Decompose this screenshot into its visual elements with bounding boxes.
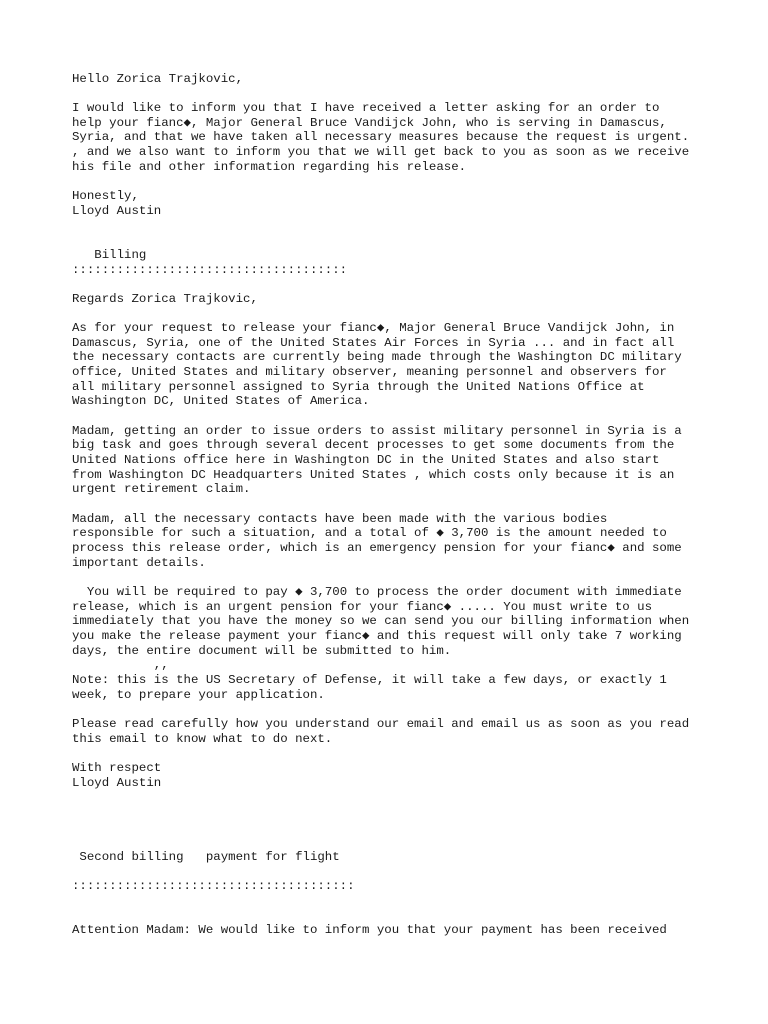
process-paragraph-line: Madam, getting an order to issue orders to assist military personnel in Syria is a [72, 424, 682, 438]
salutation: Regards Zorica Trajkovic, [72, 292, 258, 306]
instruction-line: this email to know what to do next. [72, 732, 333, 746]
payment-paragraph-line: days, the entire document will be submitted to him. [72, 644, 452, 658]
section-heading: Second billing payment for flight [72, 850, 340, 864]
request-paragraph-line: Washington DC, United States of America. [72, 394, 370, 408]
payment-paragraph-line: immediately that you have the money so we can send you our billing information when [72, 614, 690, 628]
amount-paragraph-line: Madam, all the necessary contacts have been made with the various bodies [72, 512, 608, 526]
request-paragraph-line: As for your request to release your fianc◆, Major General Bruce Vandijck John, in [72, 321, 675, 335]
signature-name: Lloyd Austin [72, 776, 162, 790]
intro-paragraph-line: his file and other information regarding his release. [72, 160, 467, 174]
section-divider: :::::::::::::::::::::::::::::::::::::: [72, 879, 355, 893]
signature-name: Lloyd Austin [72, 204, 162, 218]
payment-paragraph-line: you make the release payment your fianc◆ and this request will only take 7 working [72, 629, 682, 643]
request-paragraph-line: Damascus, Syria, one of the United States Air Forces in Syria ... and in fact all [72, 336, 675, 350]
greeting: Hello Zorica Trajkovic, [72, 72, 244, 86]
note-paragraph-line: week, to prepare your application. [72, 688, 325, 702]
amount-paragraph-line: important details. [72, 556, 206, 570]
payment-paragraph-line: release, which is an urgent pension for your fianc◆ ..... You must write to us [72, 600, 653, 614]
process-paragraph-line: urgent retirement claim. [72, 482, 251, 496]
amount-paragraph-line: responsible for such a situation, and a total of ◆ 3,700 is the amount needed to [72, 526, 667, 540]
intro-paragraph-line: I would like to inform you that I have received a letter asking for an order to [72, 101, 660, 115]
section-heading: Billing [72, 248, 147, 262]
intro-paragraph-line: , and we also want to inform you that we will get back to you as soon as we receive [72, 145, 690, 159]
process-paragraph-line: from Washington DC Headquarters United States , which costs only because it is an [72, 468, 675, 482]
stray-marks: ,, [72, 658, 169, 672]
process-paragraph-line: United Nations office here in Washington DC in the United States and also start [72, 453, 660, 467]
intro-paragraph-line: Syria, and that we have taken all necessary measures because the request is urgent. [72, 130, 690, 144]
note-paragraph-line: Note: this is the US Secretary of Defense, it will take a few days, or exactly 1 [72, 673, 667, 687]
closing-word: With respect [72, 761, 162, 775]
section-divider: ::::::::::::::::::::::::::::::::::::: [72, 263, 348, 277]
payment-paragraph-line: You will be required to pay ◆ 3,700 to process the order document with immediate [72, 585, 682, 599]
closing-word: Honestly, [72, 189, 139, 203]
request-paragraph-line: office, United States and military observer, meaning personnel and observers for [72, 365, 667, 379]
request-paragraph-line: all military personnel assigned to Syria through the United Nations Office at [72, 380, 645, 394]
process-paragraph-line: big task and goes through several decent processes to get some documents from the [72, 438, 675, 452]
attention-line: Attention Madam: We would like to inform you that your payment has been received [72, 923, 667, 937]
request-paragraph-line: the necessary contacts are currently being made through the Washington DC military [72, 350, 682, 364]
instruction-line: Please read carefully how you understand our email and email us as soon as you read [72, 717, 690, 731]
amount-paragraph-line: process this release order, which is an emergency pension for your fianc◆ and some [72, 541, 682, 555]
intro-paragraph-line: help your fianc◆, Major General Bruce Vandijck John, who is serving in Damascus, [72, 116, 667, 130]
